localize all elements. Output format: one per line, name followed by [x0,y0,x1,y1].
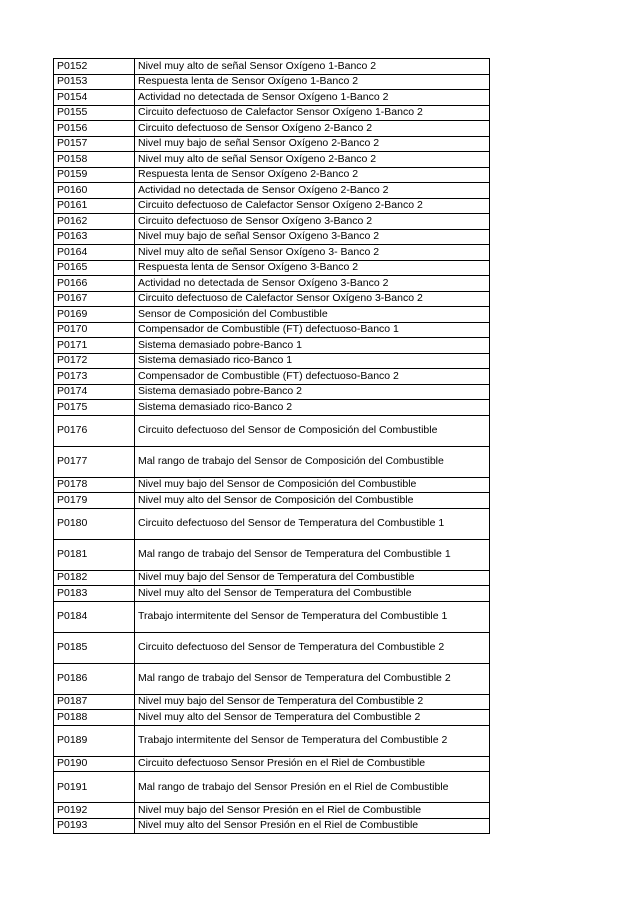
table-row [54,121,490,137]
dtc-description-cell: Nivel muy alto de señal Sensor Oxígeno 1-Banco 2 [135,59,490,75]
dtc-description-cell: Nivel muy bajo del Sensor de Temperatura del Combustible 2 [135,694,490,710]
table-row [54,353,490,369]
dtc-code-cell: P0174 [54,384,135,400]
dtc-description-cell: Circuito defectuoso del Sensor de Temperatura del Combustible 1 [135,508,490,539]
table-row [54,167,490,183]
table-row [54,493,490,509]
dtc-code-cell: P0170 [54,322,135,338]
dtc-description-cell: Circuito defectuoso de Calefactor Sensor Oxígeno 3-Banco 2 [135,291,490,307]
dtc-code-cell: P0188 [54,710,135,726]
dtc-code-cell: P0169 [54,307,135,323]
dtc-code-cell: P0155 [54,105,135,121]
dtc-description-cell: Mal rango de trabajo del Sensor de Temperatura del Combustible 2 [135,663,490,694]
dtc-code-cell: P0161 [54,198,135,214]
dtc-description-cell: Sistema demasiado pobre-Banco 2 [135,384,490,400]
dtc-description-cell: Nivel muy bajo del Sensor Presión en el Riel de Combustible [135,803,490,819]
table-row [54,105,490,121]
table-row [54,214,490,230]
dtc-code-cell: P0193 [54,818,135,834]
dtc-code-cell: P0176 [54,415,135,446]
dtc-code-cell: P0164 [54,245,135,261]
table-row [54,772,490,803]
dtc-description-cell: Respuesta lenta de Sensor Oxígeno 3-Banco 2 [135,260,490,276]
dtc-description-cell: Circuito defectuoso de Calefactor Sensor Oxígeno 1-Banco 2 [135,105,490,121]
table-row [54,291,490,307]
table-row [54,663,490,694]
table-row [54,74,490,90]
table-row [54,508,490,539]
dtc-description-cell: Actividad no detectada de Sensor Oxígeno 1-Banco 2 [135,90,490,106]
dtc-code-cell: P0172 [54,353,135,369]
dtc-code-cell: P0165 [54,260,135,276]
table-row [54,152,490,168]
dtc-code-cell: P0189 [54,725,135,756]
dtc-description-cell: Nivel muy alto del Sensor de Composición del Combustible [135,493,490,509]
dtc-code-cell: P0175 [54,400,135,416]
table-row [54,260,490,276]
dtc-description-cell: Mal rango de trabajo del Sensor de Temperatura del Combustible 1 [135,539,490,570]
dtc-code-cell: P0173 [54,369,135,385]
dtc-description-cell: Nivel muy alto del Sensor de Temperatura del Combustible 2 [135,710,490,726]
dtc-description-cell: Circuito defectuoso de Calefactor Sensor Oxígeno 2-Banco 2 [135,198,490,214]
dtc-code-cell: P0162 [54,214,135,230]
dtc-description-cell: Nivel muy bajo del Sensor de Temperatura del Combustible [135,570,490,586]
table-row [54,756,490,772]
dtc-code-cell: P0171 [54,338,135,354]
table-row [54,245,490,261]
dtc-code-table [53,58,490,834]
table-row [54,415,490,446]
dtc-code-cell: P0180 [54,508,135,539]
table-row [54,632,490,663]
table-row [54,384,490,400]
table-row [54,803,490,819]
dtc-description-cell: Sistema demasiado rico-Banco 1 [135,353,490,369]
dtc-description-cell: Trabajo intermitente del Sensor de Temperatura del Combustible 2 [135,725,490,756]
dtc-table-body [54,59,490,834]
dtc-description-cell: Circuito defectuoso de Sensor Oxígeno 3-Banco 2 [135,214,490,230]
table-row [54,229,490,245]
dtc-description-cell: Sistema demasiado rico-Banco 2 [135,400,490,416]
dtc-code-cell: P0157 [54,136,135,152]
dtc-description-cell: Actividad no detectada de Sensor Oxígeno 3-Banco 2 [135,276,490,292]
table-row [54,710,490,726]
dtc-description-cell: Mal rango de trabajo del Sensor Presión en el Riel de Combustible [135,772,490,803]
dtc-code-cell: P0156 [54,121,135,137]
dtc-code-cell: P0178 [54,477,135,493]
dtc-code-cell: P0185 [54,632,135,663]
dtc-description-cell: Actividad no detectada de Sensor Oxígeno 2-Banco 2 [135,183,490,199]
table-row [54,539,490,570]
table-row [54,322,490,338]
dtc-code-cell: P0152 [54,59,135,75]
dtc-description-cell: Circuito defectuoso del Sensor de Composición del Combustible [135,415,490,446]
table-row [54,570,490,586]
dtc-code-cell: P0166 [54,276,135,292]
dtc-description-cell: Respuesta lenta de Sensor Oxígeno 1-Banco 2 [135,74,490,90]
dtc-code-cell: P0187 [54,694,135,710]
dtc-description-cell: Nivel muy alto de señal Sensor Oxígeno 2-Banco 2 [135,152,490,168]
dtc-description-cell: Sensor de Composición del Combustible [135,307,490,323]
table-row [54,477,490,493]
table-row [54,136,490,152]
table-row [54,586,490,602]
dtc-code-cell: P0154 [54,90,135,106]
dtc-code-cell: P0182 [54,570,135,586]
table-row [54,818,490,834]
table-row [54,198,490,214]
dtc-code-cell: P0186 [54,663,135,694]
dtc-code-cell: P0183 [54,586,135,602]
table-row [54,59,490,75]
table-row [54,276,490,292]
dtc-code-cell: P0163 [54,229,135,245]
dtc-code-cell: P0167 [54,291,135,307]
dtc-code-cell: P0192 [54,803,135,819]
dtc-code-cell: P0153 [54,74,135,90]
table-row [54,307,490,323]
dtc-description-cell: Nivel muy bajo del Sensor de Composición del Combustible [135,477,490,493]
dtc-code-cell: P0177 [54,446,135,477]
dtc-code-cell: P0191 [54,772,135,803]
dtc-description-cell: Sistema demasiado pobre-Banco 1 [135,338,490,354]
table-row [54,400,490,416]
dtc-code-cell: P0159 [54,167,135,183]
dtc-description-cell: Circuito defectuoso de Sensor Oxígeno 2-Banco 2 [135,121,490,137]
dtc-description-cell: Nivel muy alto del Sensor de Temperatura del Combustible [135,586,490,602]
dtc-code-cell: P0179 [54,493,135,509]
dtc-description-cell: Compensador de Combustible (FT) defectuoso-Banco 2 [135,369,490,385]
table-row [54,183,490,199]
table-row [54,601,490,632]
dtc-description-cell: Compensador de Combustible (FT) defectuoso-Banco 1 [135,322,490,338]
table-row [54,694,490,710]
table-row [54,90,490,106]
table-row [54,338,490,354]
table-row [54,725,490,756]
dtc-description-cell: Respuesta lenta de Sensor Oxígeno 2-Banco 2 [135,167,490,183]
dtc-code-cell: P0184 [54,601,135,632]
table-row [54,446,490,477]
dtc-description-cell: Nivel muy alto del Sensor Presión en el Riel de Combustible [135,818,490,834]
dtc-code-cell: P0158 [54,152,135,168]
dtc-description-cell: Nivel muy bajo de señal Sensor Oxígeno 3-Banco 2 [135,229,490,245]
dtc-code-cell: P0160 [54,183,135,199]
dtc-code-cell: P0190 [54,756,135,772]
dtc-code-cell: P0181 [54,539,135,570]
table-row [54,369,490,385]
dtc-description-cell: Trabajo intermitente del Sensor de Temperatura del Combustible 1 [135,601,490,632]
dtc-description-cell: Nivel muy alto de señal Sensor Oxígeno 3- Banco 2 [135,245,490,261]
dtc-description-cell: Circuito defectuoso del Sensor de Temperatura del Combustible 2 [135,632,490,663]
dtc-description-cell: Circuito defectuoso Sensor Presión en el Riel de Combustible [135,756,490,772]
dtc-description-cell: Nivel muy bajo de señal Sensor Oxígeno 2-Banco 2 [135,136,490,152]
dtc-description-cell: Mal rango de trabajo del Sensor de Composición del Combustible [135,446,490,477]
